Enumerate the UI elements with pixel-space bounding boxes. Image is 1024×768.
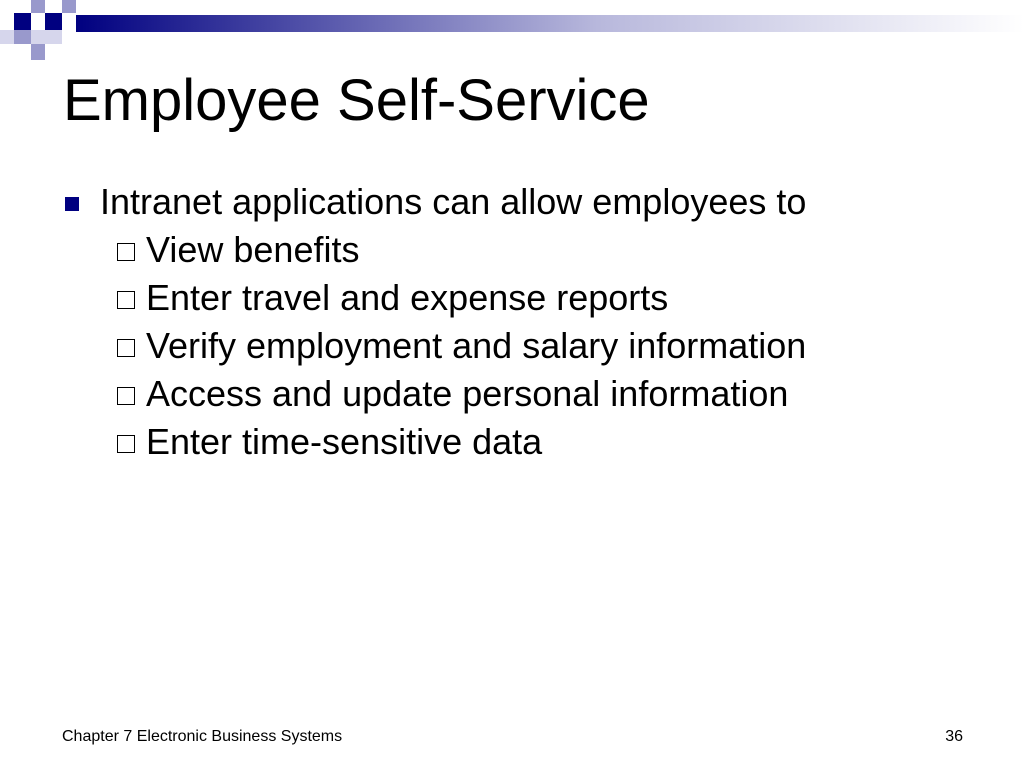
hollow-square-bullet-icon	[117, 243, 135, 261]
header-square-pale-2	[31, 30, 45, 44]
footer-chapter: Chapter 7 Electronic Business Systems	[62, 728, 343, 745]
filled-square-bullet-icon	[65, 197, 79, 211]
header-gradient-bar	[76, 15, 1024, 32]
hollow-square-bullet-icon	[117, 435, 135, 453]
bullet-item	[63, 180, 963, 224]
hollow-square-bullet-icon	[117, 339, 135, 357]
slide-title: Employee Self-Service	[63, 68, 650, 133]
sub-bullet-text: Enter travel and expense reports	[146, 277, 669, 318]
sub-bullet-item	[63, 420, 963, 468]
hollow-square-bullet-icon	[117, 387, 135, 405]
header-square-navy-2	[45, 13, 62, 30]
sub-bullet-text: Verify employment and salary information	[146, 325, 807, 366]
sub-bullet-text: Enter time-sensitive data	[146, 421, 543, 462]
header-square-lavender-1	[31, 0, 45, 13]
header-square-lavender-3	[14, 30, 31, 44]
sub-bullet-item	[63, 324, 963, 372]
sub-bullet-item	[63, 372, 963, 420]
header-square-lavender-4	[31, 44, 45, 60]
sub-bullet-text: View benefits	[146, 229, 360, 270]
footer-page-number: 36	[945, 728, 963, 745]
sub-bullet-list	[63, 228, 963, 468]
sub-bullet-item	[63, 228, 963, 276]
sub-bullet-item	[63, 276, 963, 324]
header-square-navy-1	[14, 13, 31, 30]
header-square-lavender-2	[62, 0, 76, 13]
sub-bullet-text: Access and update personal information	[146, 373, 789, 414]
slide-body	[63, 180, 963, 468]
bullet-text: Intranet applications can allow employees to	[100, 181, 807, 222]
header-square-pale-1	[0, 30, 14, 44]
hollow-square-bullet-icon	[117, 291, 135, 309]
header-decoration	[0, 0, 1024, 62]
header-square-pale-3	[45, 30, 62, 44]
